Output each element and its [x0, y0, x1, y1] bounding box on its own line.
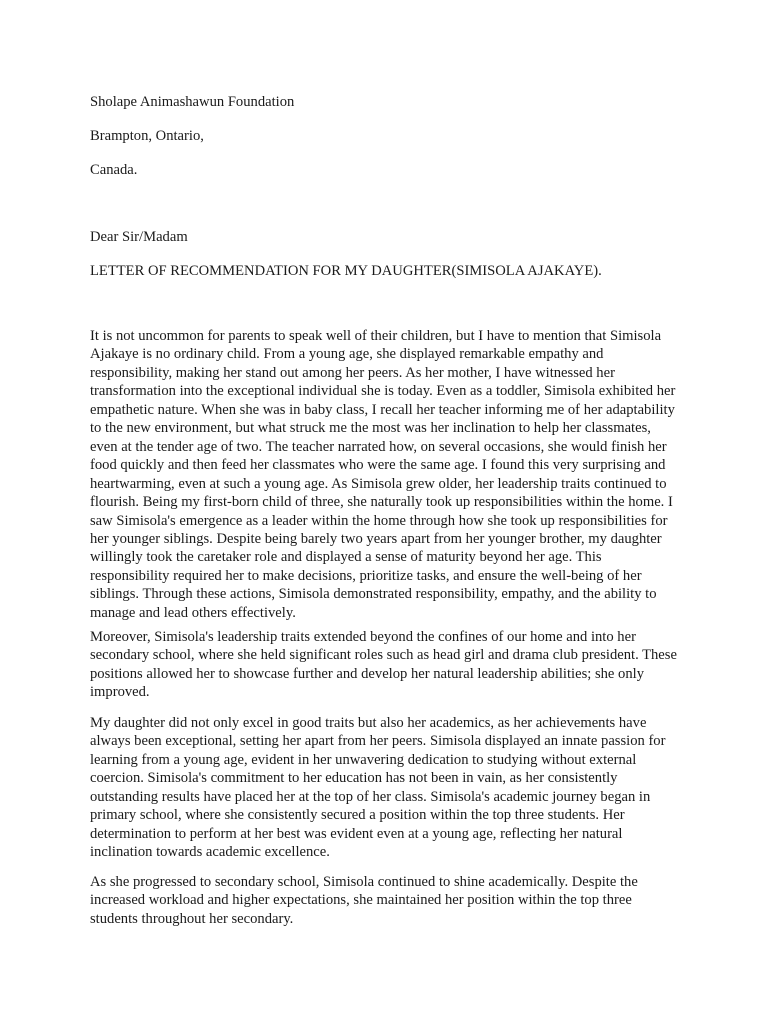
body-paragraph-3: My daughter did not only excel in good traits but also her academics, as her achievements have always been exceptional, setting her apart from her peers. Simisola displayed an innate passion for learning from a young age, evident in her unwavering dedication to studying without external coercion. Simisola's commitment to her education has not been in vain, as her consistently outstanding results have placed her at the top of her class. Simisola's academic journey began in primary school, where she consistently secured a position within the top three students. Her determination to perform at her best was evident even at a young age, reflecting her natural inclination towards academic excellence. — [90, 715, 666, 861]
address-country: Canada. — [90, 162, 138, 178]
letter-subject: LETTER OF RECOMMENDATION FOR MY DAUGHTER(SIMISOLA AJAKAYE). — [90, 263, 602, 279]
salutation: Dear Sir/Madam — [90, 229, 188, 245]
body-paragraph-4: As she progressed to secondary school, Simisola continued to shine academically. Despite the increased workload and higher expectations, she maintained her position within the top three students throughout her secondary. — [90, 874, 638, 927]
address-organization: Sholape Animashawun Foundation — [90, 94, 295, 110]
address-city: Brampton, Ontario, — [90, 128, 204, 144]
body-paragraph-1: It is not uncommon for parents to speak well of their children, but I have to mention that Simisola Ajakaye is no ordinary child. From a young age, she displayed remarkable empathy and responsibility, making her stand out among her peers. As her mother, I have witnessed her transformation into the exceptional individual she is today. Even as a toddler, Simisola exhibited her empathetic nature. When she was in baby class, I recall her teacher informing me of her adaptability to the new environment, but what struck me the most was her inclination to help her classmates, even at the tender age of two. The teacher narrated how, on several occasions, she would finish her food quickly and then feed her classmates who were the same age. I found this very surprising and heartwarming, even at such a young age. As Simisola grew older, her leadership traits continued to flourish. Being my first-born child of three, she naturally took up responsibilities within the home. I saw Simisola's emergence as a leader within the home through how she took up responsibilities for her younger siblings. Despite being barely two years apart from her younger brother, my daughter willingly took the caretaker role and displayed a sense of maturity beyond her age. This responsibility required her to make decisions, prioritize tasks, and ensure the well-being of her siblings. Through these actions, Simisola demonstrated responsibility, empathy, and the ability to manage and lead others effectively. — [90, 328, 676, 621]
body-paragraph-2: Moreover, Simisola's leadership traits extended beyond the confines of our home and into her secondary school, where she held significant roles such as head girl and drama club president. These positions allowed her to showcase further and develop her natural leadership abilities; she only improved. — [90, 629, 677, 701]
